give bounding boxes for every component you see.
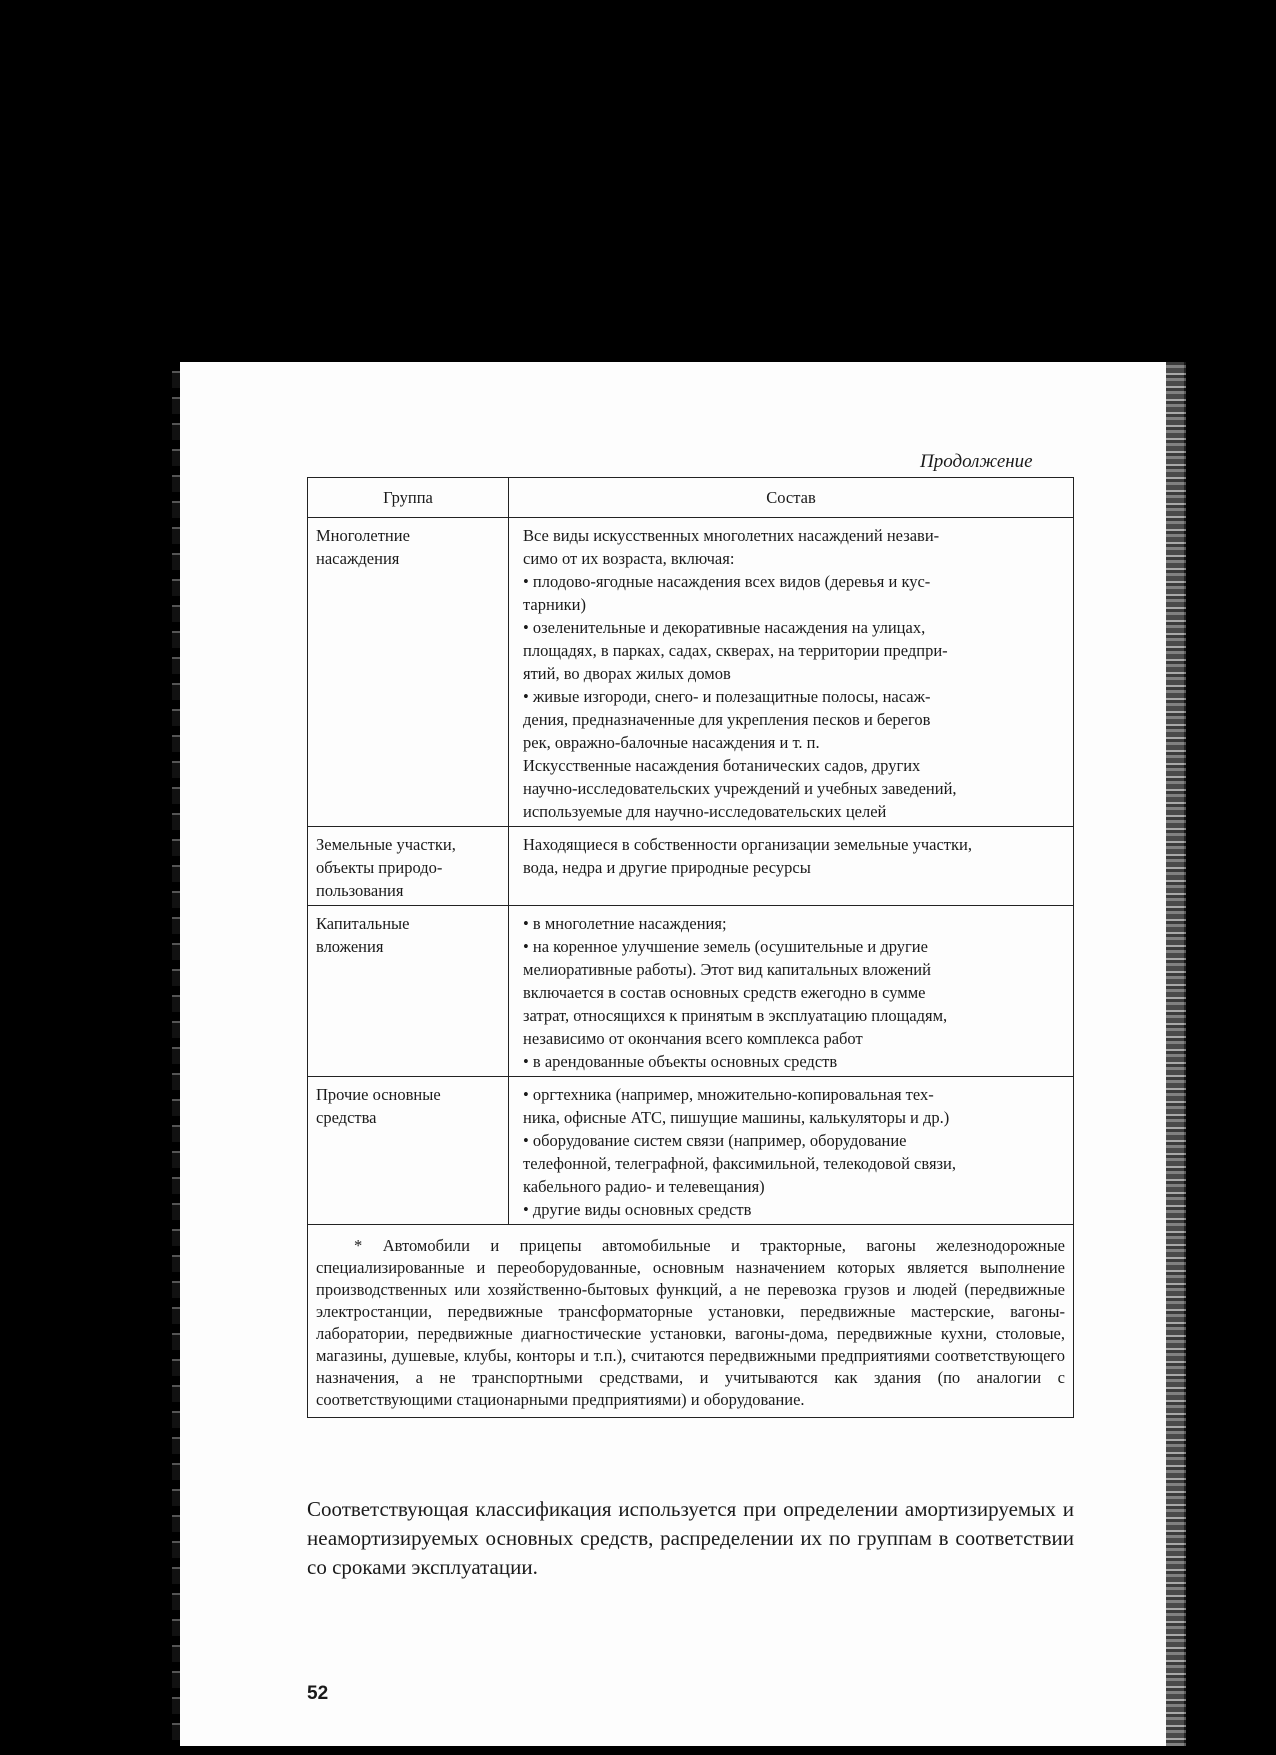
bullet-item: • другие виды основных средств: [523, 1198, 1063, 1221]
group-name-line: Земельные участки,: [316, 835, 456, 854]
composition-line: телефонной, телеграфной, факсимильной, телекодовой связи,: [523, 1154, 957, 1173]
scan-border-right: [1184, 0, 1276, 1755]
composition-line: используемые для научно-исследовательских целей: [523, 802, 887, 821]
bullet-item: • оборудование систем связи (например, оборудование: [523, 1129, 1063, 1152]
scan-border-top: [0, 0, 1276, 362]
footnote-cell: [308, 1225, 1074, 1418]
composition-line: площадях, в парках, садах, скверах, на территории предпри-: [523, 641, 948, 660]
composition-line: затрат, относящихся к принятым в эксплуатацию площадям,: [523, 1006, 948, 1025]
composition-line: Все виды искусственных многолетних насаждений незави-: [523, 526, 940, 545]
composition-line: рек, овражно-балочные насаждения и т. п.: [523, 733, 820, 752]
group-cell: [308, 827, 509, 906]
bullet-item: • в арендованные объекты основных средств: [523, 1050, 1063, 1073]
group-name-line: Многолетние: [316, 526, 410, 545]
composition-cell: [509, 906, 1074, 1077]
composition-line: мелиоративные работы). Этот вид капитальных вложений: [523, 960, 931, 979]
footnote-text: * Автомобили и прицепы автомобильные и тракторные, вагоны железнодорожные специализированные и переоборудованные, основным назначением которых является выполнение производственных или хозяйственно-бытовых функций, а не перевозка грузов и людей (передвижные электростанции, передвижные трансформаторные установки, передвижные мастерские, вагоны-лаборатории, передвижные диагностические установки, вагоны-дома, передвижные кухни, столовые, магазины, душевые, клубы, конторы и т.п.), считаются передвижными предприятиями соответствующего назначения, а не транспортными средствами, и учитываются как здания (по аналогии с соответствующими стационарными предприятиями) и оборудование.: [316, 1236, 1065, 1409]
composition-line: независимо от окончания всего комплекса работ: [523, 1029, 863, 1048]
bullet-item: • живые изгороди, снего- и полезащитные полосы, насаж-: [523, 685, 1063, 708]
composition-cell: [509, 518, 1074, 827]
table-row: [308, 518, 1074, 827]
group-name-line: средства: [316, 1108, 377, 1127]
footnote-row: [308, 1225, 1074, 1418]
fixed-assets-table: [307, 477, 1074, 1418]
composition-line: ятий, во дворах жилых домов: [523, 664, 731, 683]
group-name-line: насаждения: [316, 549, 400, 568]
page-number: 52: [307, 1683, 329, 1704]
group-name-line: пользования: [316, 881, 404, 900]
composition-line: кабельного радио- и телевещания): [523, 1177, 765, 1196]
bullet-item: • в многолетние насаждения;: [523, 912, 1063, 935]
composition-line: тарники): [523, 595, 586, 614]
table-row: [308, 827, 1074, 906]
table-row: [308, 906, 1074, 1077]
group-cell: [308, 906, 509, 1077]
bullet-item: • на коренное улучшение земель (осушительные и другие: [523, 935, 1063, 958]
table-header-row: [308, 478, 1074, 518]
page-right-edge: [1166, 362, 1186, 1746]
bullet-item: • плодово-ягодные насаждения всех видов (деревья и кус-: [523, 570, 1063, 593]
composition-line: включается в состав основных средств ежегодно в сумме: [523, 983, 926, 1002]
composition-line: вода, недра и другие природные ресурсы: [523, 858, 811, 877]
composition-cell: [509, 1077, 1074, 1225]
composition-cell: [509, 827, 1074, 906]
composition-line: симо от их возраста, включая:: [523, 549, 735, 568]
composition-line: дения, предназначенные для укрепления песков и берегов: [523, 710, 931, 729]
header-group: Группа: [308, 478, 509, 518]
page-left-edge: [172, 362, 180, 1746]
scan-border-bottom: [0, 1746, 1276, 1755]
group-name-line: вложения: [316, 937, 384, 956]
scan-border-left: [0, 0, 176, 1755]
composition-line: Находящиеся в собственности организации земельные участки,: [523, 835, 972, 854]
body-paragraph: Соответствующая классификация используется при определении амортизируемых и неамортизируемых основных средств, распределении их по группам в соответствии со сроками эксплуатации.: [307, 1497, 1074, 1579]
group-cell: [308, 518, 509, 827]
composition-line: ника, офисные АТС, пишущие машины, калькуляторы и др.): [523, 1108, 950, 1127]
group-name-line: объекты природо-: [316, 858, 443, 877]
composition-line: научно-исследовательских учреждений и учебных заведений,: [523, 779, 957, 798]
header-composition: Состав: [509, 478, 1074, 518]
continuation-label: Продолжение: [920, 451, 1033, 472]
group-name-line: Прочие основные: [316, 1085, 441, 1104]
bullet-item: • оргтехника (например, множительно-копировальная тех-: [523, 1083, 1063, 1106]
composition-line: Искусственные насаждения ботанических садов, других: [523, 756, 921, 775]
bullet-item: • озеленительные и декоративные насаждения на улицах,: [523, 616, 1063, 639]
group-cell: [308, 1077, 509, 1225]
table-row: [308, 1077, 1074, 1225]
group-name-line: Капитальные: [316, 914, 410, 933]
table-body: [308, 518, 1074, 1225]
